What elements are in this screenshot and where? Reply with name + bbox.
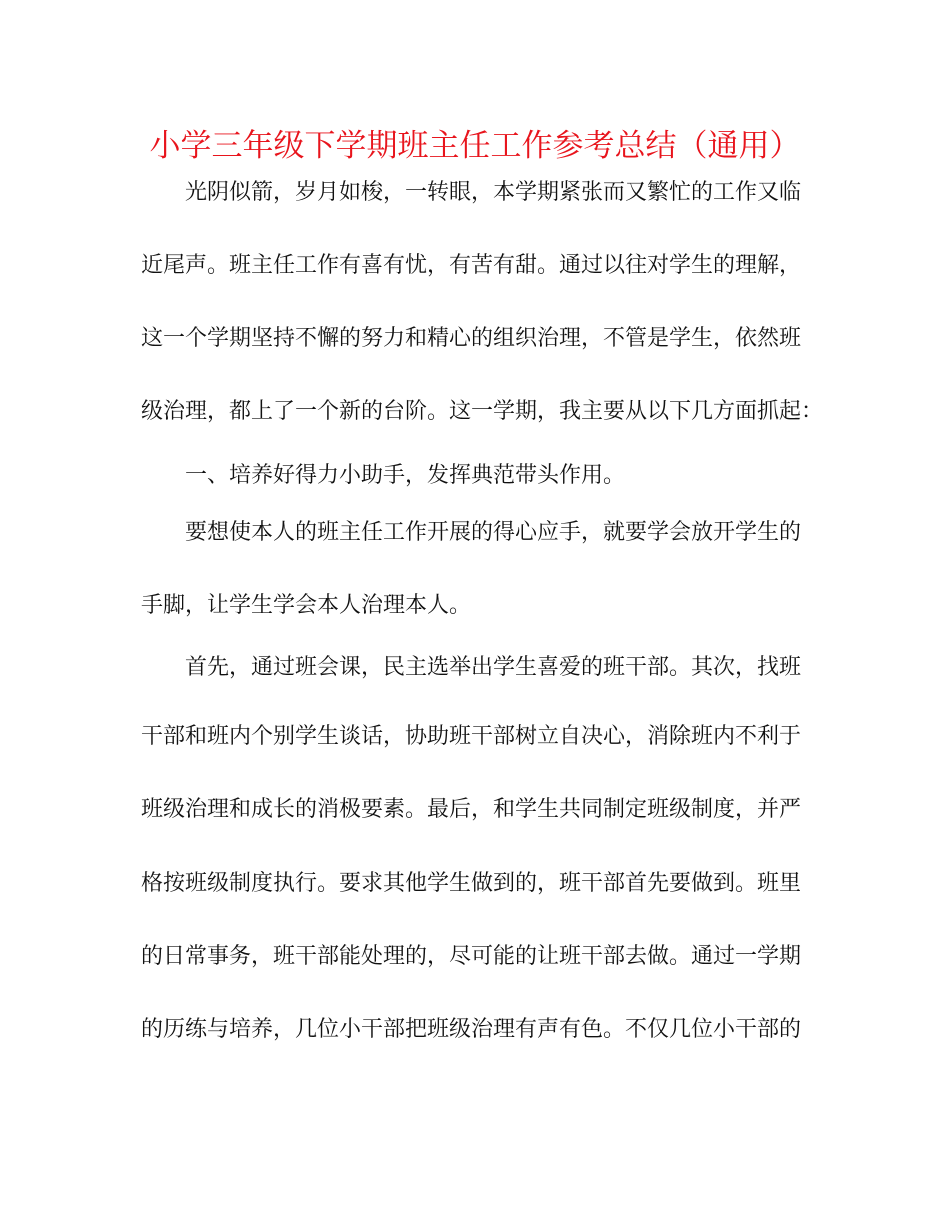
paragraph-line: 要想使本人的班主任工作开展的得心应手，就要学会放开学生的 — [185, 520, 802, 545]
paragraph-line: 班级治理和成长的消极要素。最后，和学生共同制定班级制度，并严 — [141, 797, 802, 822]
paragraph-line: 级治理，都上了一个新的台阶。这一学期，我主要从以下几方面抓起： — [141, 399, 824, 424]
paragraph-line: 光阴似箭，岁月如梭，一转眼，本学期紧张而又繁忙的工作又临 — [185, 180, 802, 205]
paragraph-line: 首先，通过班会课，民主选举出学生喜爱的班干部。其次，找班 — [185, 655, 802, 680]
paragraph-line: 的日常事务，班干部能处理的，尽可能的让班干部去做。通过一学期 — [141, 944, 802, 969]
section-heading: 一、培养好得力小助手，发挥典范带头作用。 — [185, 463, 626, 488]
paragraph-line: 格按班级制度执行。要求其他学生做到的，班干部首先要做到。班里 — [141, 871, 802, 896]
paragraph-line: 干部和班内个别学生谈话，协助班干部树立自决心，消除班内不利于 — [141, 724, 802, 749]
paragraph-line: 这一个学期坚持不懈的努力和精心的组织治理，不管是学生，依然班 — [141, 326, 802, 351]
document-title: 小学三年级下学期班主任工作参考总结（通用） — [149, 128, 801, 164]
paragraph-line: 手脚，让学生学会本人治理本人。 — [141, 593, 472, 618]
paragraph-line: 的历练与培养，几位小干部把班级治理有声有色。不仅几位小干部的 — [141, 1017, 802, 1042]
paragraph-line: 近尾声。班主任工作有喜有忧，有苦有甜。通过以往对学生的理解， — [141, 253, 802, 278]
